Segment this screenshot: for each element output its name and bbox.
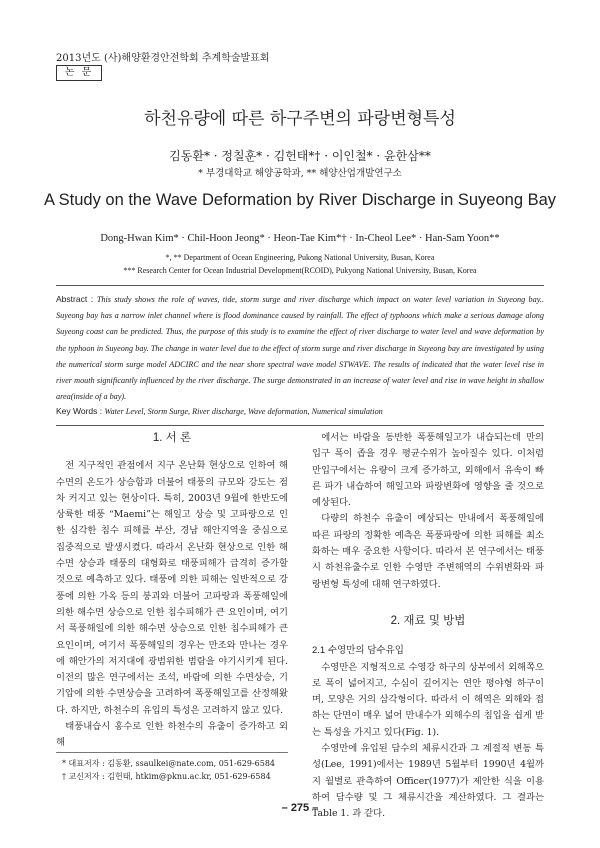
paragraph: 다량의 하천수 유출이 예상되는 만내에서 폭풍해일에 따른 파랑의 정확한 예측은 폭풍파랑에 의한 피해를 최소화하는 매우 중요한 사항이다. 따라서 본 연구에서는 태풍시 하천유출수로 인한 수영만 주변해역의 수위변화와 파랑변형 특성에 대해 연구하였다. bbox=[312, 513, 544, 590]
affiliation-english-2: *** Research Center for Ocean Industrial Development(RCOID), Pukyong National University, Busan, Korea bbox=[123, 266, 477, 275]
english-title: A Study on the Wave Deformation by River Discharge in Suyeong Bay bbox=[43, 191, 557, 209]
paragraph: 태풍내습시 홍수로 인한 하천수의 유출이 증가하고 외해 bbox=[56, 721, 288, 749]
authors-english: Dong-Hwan Kim* · Chil-Hoon Jeong* · Heon-Tae Kim*† · In-Cheol Lee* · Han-Sam Yoon** bbox=[100, 233, 500, 244]
page-title: 하천유량에 따른 하구주변의 파랑변형특성 bbox=[144, 109, 456, 129]
authors-korean: 김동환* · 정칠훈* · 김헌태*† · 이인철* · 윤한삼** bbox=[169, 149, 431, 163]
footnotes bbox=[62, 757, 288, 783]
abstract bbox=[56, 291, 544, 405]
conference-name: 2013년도 (사)해양환경안전학회 추계학술발표회 bbox=[56, 53, 270, 64]
footnote-corresponding-author: † 교신저자 : 김헌태, htkim@pknu.ac.kr, 051-629-6584 bbox=[62, 772, 271, 781]
footnote-lead-author: * 대표저자 : 김동환, ssaulkei@nate.com, 051-629-6584 bbox=[62, 759, 276, 768]
section-2-title: 2. 재료 및 방법 bbox=[390, 614, 466, 627]
abstract-text: This study shows the role of waves, tide, storm surge and river discharge which impact on water level variation in Suyeong bay.. Suyeong bay has a narrow inlet channel where is flood dominance caused by rainfall. The effect of typhoons which make a serious damage along Suyeong coast can be predicted. Thus, the purpose of this study is to examine the effect of river discharge to water level and wave deformation by the typhoon in Suyeong bay. The change in water level due to the effect of storm surge and river discharge in Suyeong bay are investigated by using the numerical storm surge model ADCIRC and the near shore spectral wave model STWAVE. The results of indicated that the water level rise in river mouth significantly influenced by the river discharge. The surge demonstrated in an increase of water level and rise in wave height in shallow area(inside of a bay). bbox=[56, 295, 544, 402]
divider bbox=[56, 285, 544, 286]
keywords bbox=[56, 406, 544, 416]
paper-type-badge: 논 문 bbox=[56, 65, 102, 81]
paragraph: 에서는 바람을 동반한 폭풍해일고가 내습되는데 만의 입구 폭이 좁을 경우 평균수위가 높아질수 있다. 이처럼 만입구에서는 유량이 크게 증가하고, 외해에서 유속이 빠른 파가 내습하여 해일고와 파랑변화에 영향을 줄 것으로 예상된다. bbox=[312, 432, 544, 509]
affiliation-english-1: *, ** Department of Ocean Engineering, Pukong National University, Busan, Korea bbox=[165, 253, 435, 262]
paragraph: 수영만은 지형적으로 수영강 하구의 상부에서 외해쪽으로 폭이 넓어지고, 수심이 깊어지는 연안 평야형 하구이며, 모양은 거의 삼각형이다. 따라서 이 해역은 외해와 접하는 단면이 매우 넓어 만내수가 외해수의 침입을 쉽게 받는 특성을 가지고 있다(Fig. 1). bbox=[312, 661, 544, 738]
left-column bbox=[56, 430, 288, 752]
keywords-text: Water Level, Storm Surge, River discharge, Wave deformation, Numerical simulation bbox=[104, 407, 383, 416]
subsection-2-1-title: 2.1 수영만의 담수유입 bbox=[312, 645, 404, 657]
paragraph: 전 지구적인 관점에서 지구 온난화 현상으로 인하여 해수면의 온도가 상승함과 더불어 태풍의 규모와 강도는 점차 커지고 있는 현상이다. 특히, 2003년 9월에 한반도에 상륙한 태풍 “Maemi”는 해일고 상승 및 고파랑으로 인한 심각한 침수 피해를 부산, 경남 해안지역을 중심으로 집중적으로 발생시켰다. 따라서 온난화 현상으로 인한 해수면 상승과 태풍의 대형화로 태풍피해가 급격히 증가할 것으로 예측하고 있다. 태풍에 의한 피해는 일반적으로 강풍에 의한 가옥 등의 붕괴와 더불어 고파랑과 폭풍해일에 의한 해수면 상승으로 인한 침수피해가 큰 요인이며, 여기서 폭풍해일에 의한 해수면 상승으로 인한 침수피해가 큰 요인이며, 여기서 폭풍해일의 경우는 만조와 만나는 경우에 해안가의 저지대에 광범위한 범람을 야기시키게 된다. 이전의 많은 연구에서는 조석, 바람에 의한 수면상승, 기기압에 의한 수면상승을 고려하여 폭풍해일고를 산정해왔다. 하지만, 하천수의 유입의 특성은 고려하지 않고 있다. bbox=[56, 460, 288, 716]
page-number: – 275 – bbox=[281, 802, 319, 814]
divider bbox=[56, 425, 544, 426]
keywords-label: Key Words : bbox=[56, 406, 105, 416]
abstract-label: Abstract : bbox=[56, 294, 97, 304]
right-column bbox=[312, 430, 544, 823]
section-1-title: 1. 서 론 bbox=[152, 432, 192, 444]
paragraph: 수영만에 유입된 담수의 체류시간과 그 계절적 변동 특성(Lee, 1991)에서는 1989년 5월부터 1990년 4월까지 월별로 관측하여 Officer(1977)가 제안한 식을 이용하여 담수량 및 그 체류시간을 계산하였다. 그 결과는 Table 1. 과 같다. bbox=[312, 743, 544, 820]
footnote-divider bbox=[56, 752, 288, 753]
affiliation-korean: * 부경대학교 해양공학과, ** 해양산업개발연구소 bbox=[198, 168, 402, 179]
